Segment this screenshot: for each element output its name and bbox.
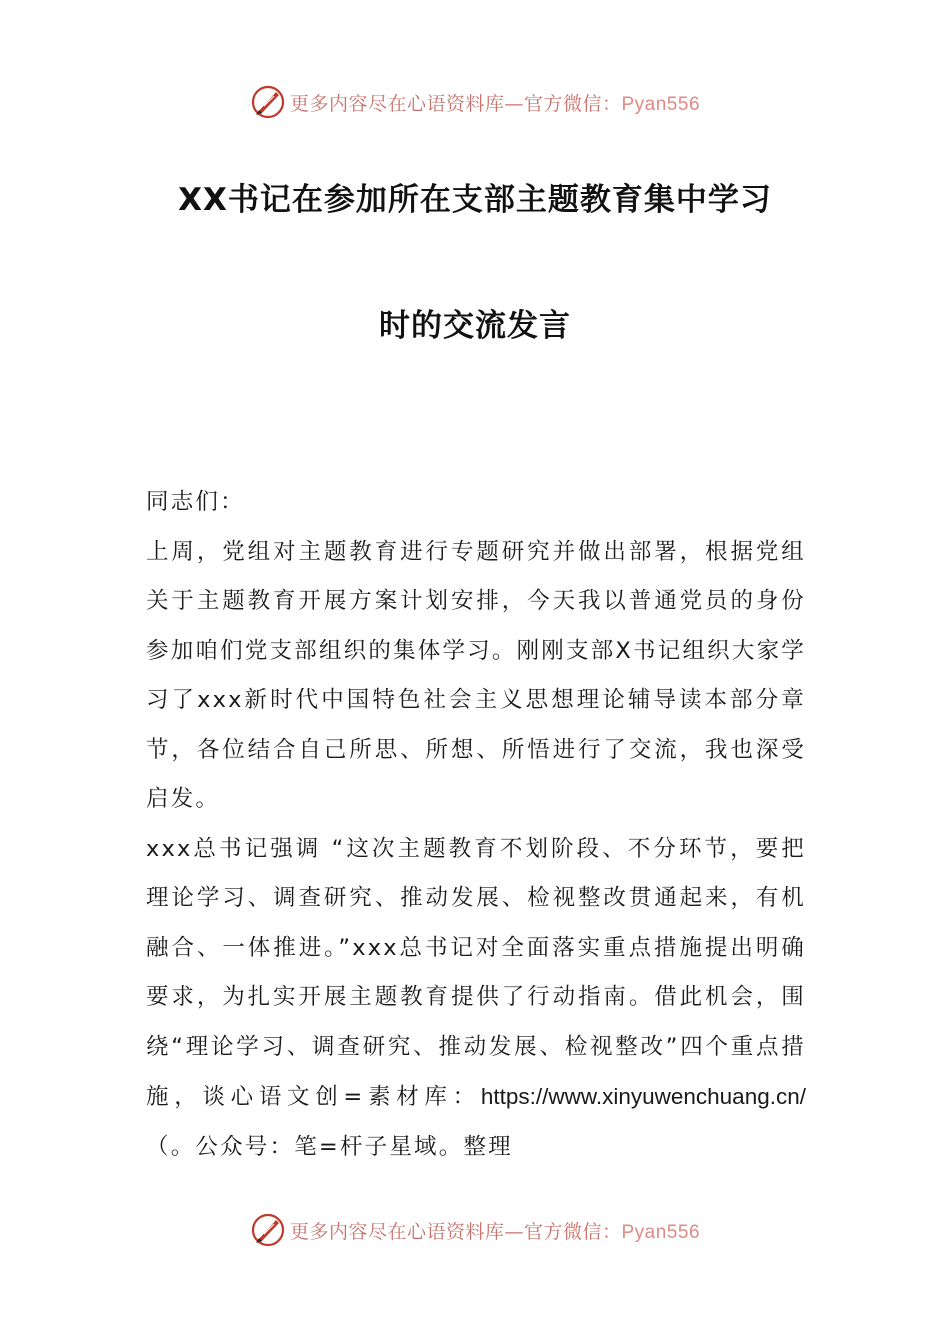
header-banner (0, 82, 950, 122)
paragraph-1: 上周，党组对主题教育进行专题研究并做出部署，根据党组关于主题教育开展方案计划安排，今天我以普通党员的身份参加咱们党支部组织的集体学习。刚刚支部X书记组织大家学习了xxx新时代中国特色社会主义思想理论辅导读本部分章节，各位结合自己所思、所想、所悟进行了交流，我也深受启发。 (146, 538, 806, 812)
footer-banner-text: 更多内容尽在心语资料库—官方微信：Pyan556 (289, 1220, 701, 1243)
material-library-link[interactable]: https://www.xinyuwenchuang.cn/ (480, 1084, 806, 1109)
paragraph-2-text: xxx总书记强调 “这次主题教育不划阶段、不分环节，要把理论学习、调查研究、推动发展、检视整改贯通起来，有机融合、一体推进。”xxx总书记对全面落实重点措施提出明确要求，为扎实开展主题教育提供了行动指南。借此机会，围绕“理论学习、调查研究、推动发展、检视整改”四个重点措施，谈心语文创=素材库： (146, 835, 806, 1110)
salutation: 同志们： (146, 489, 245, 515)
quill-logo-icon (250, 1212, 286, 1248)
paragraph-2 (146, 825, 806, 1173)
paragraph-2-tail: （。公众号：笔=杆子星域。整理 (146, 1133, 513, 1160)
quill-logo-icon (250, 84, 286, 120)
footer-wechat-id: Pyan556 (621, 1221, 701, 1243)
document-title-line2: 时的交流发言 (379, 308, 571, 344)
document-title-line1: XX书记在参加所在支部主题教育集中学习 (178, 182, 772, 218)
header-wechat-id: Pyan556 (621, 93, 701, 115)
header-banner-text: 更多内容尽在心语资料库—官方微信：Pyan556 (289, 92, 701, 115)
footer-banner (0, 1210, 950, 1250)
document-body (146, 478, 806, 1172)
